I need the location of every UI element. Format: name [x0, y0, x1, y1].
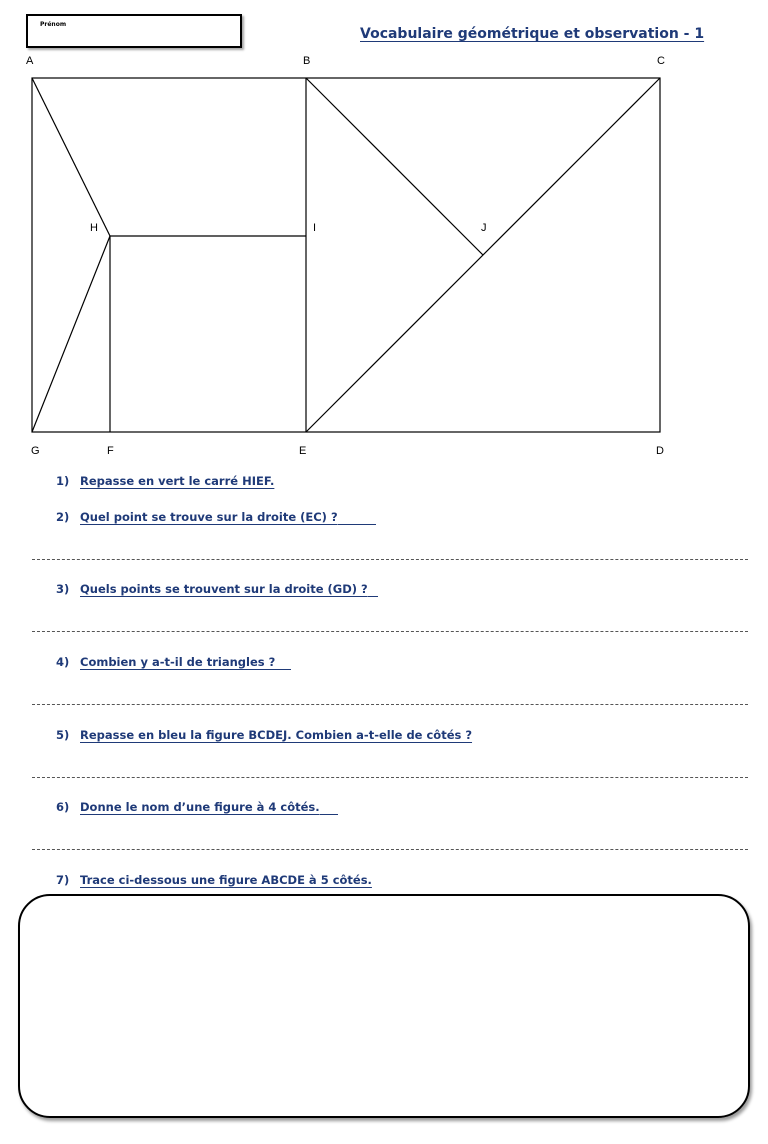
- point-label-F: F: [107, 445, 114, 457]
- question-text: Combien y a-t-il de triangles ?: [80, 655, 276, 669]
- outer-rectangle: [32, 78, 660, 432]
- segment-BJ: [306, 78, 483, 255]
- question-number: 5): [56, 728, 70, 742]
- question-number: 1): [56, 474, 70, 488]
- underline-extension: [368, 595, 378, 597]
- point-label-A: A: [26, 55, 34, 67]
- question-3: [56, 582, 378, 596]
- question-number: 2): [56, 510, 70, 524]
- question-2: [56, 510, 376, 524]
- segment-EC: [306, 78, 660, 432]
- point-label-J: J: [481, 222, 487, 234]
- segment-HG: [32, 236, 110, 432]
- question-text: Quels points se trouvent sur la droite (GD) ?: [80, 582, 368, 596]
- question-text: Repasse en vert le carré HIEF.: [80, 474, 275, 488]
- worksheet-title: Vocabulaire géométrique et observation - 1: [360, 26, 705, 42]
- drawing-area[interactable]: [18, 894, 750, 1118]
- question-number: 3): [56, 582, 70, 596]
- question-6: [56, 800, 338, 814]
- answer-line-6[interactable]: [32, 849, 748, 850]
- point-label-C: C: [657, 55, 665, 67]
- geometry-figure: [0, 0, 768, 470]
- underline-extension: [338, 523, 376, 525]
- underline-extension: [275, 668, 291, 670]
- point-label-B: B: [303, 55, 311, 67]
- question-5: [56, 728, 472, 742]
- answer-line-4[interactable]: [32, 704, 748, 705]
- underline-extension: [320, 813, 338, 815]
- question-7: [56, 873, 372, 887]
- answer-line-5[interactable]: [32, 777, 748, 778]
- question-text: Repasse en bleu la figure BCDEJ. Combien a-t-elle de côtés ?: [80, 728, 473, 742]
- question-text: Donne le nom d’une figure à 4 côtés.: [80, 800, 320, 814]
- point-label-D: D: [656, 445, 664, 457]
- question-text: Trace ci-dessous une figure ABCDE à 5 côtés.: [80, 873, 372, 887]
- question-number: 7): [56, 873, 70, 887]
- point-label-H: H: [90, 222, 98, 234]
- question-text: Quel point se trouve sur la droite (EC) ?: [80, 510, 338, 524]
- question-number: 6): [56, 800, 70, 814]
- answer-line-2[interactable]: [32, 559, 748, 560]
- segment-AH: [32, 78, 110, 236]
- point-label-I: I: [313, 222, 317, 234]
- question-4: [56, 655, 291, 669]
- name-label: Prénom: [40, 21, 67, 28]
- point-label-G: G: [31, 445, 40, 457]
- point-label-E: E: [299, 445, 307, 457]
- question-1: [56, 474, 274, 488]
- question-number: 4): [56, 655, 70, 669]
- name-box[interactable]: [26, 14, 242, 48]
- answer-line-3[interactable]: [32, 631, 748, 632]
